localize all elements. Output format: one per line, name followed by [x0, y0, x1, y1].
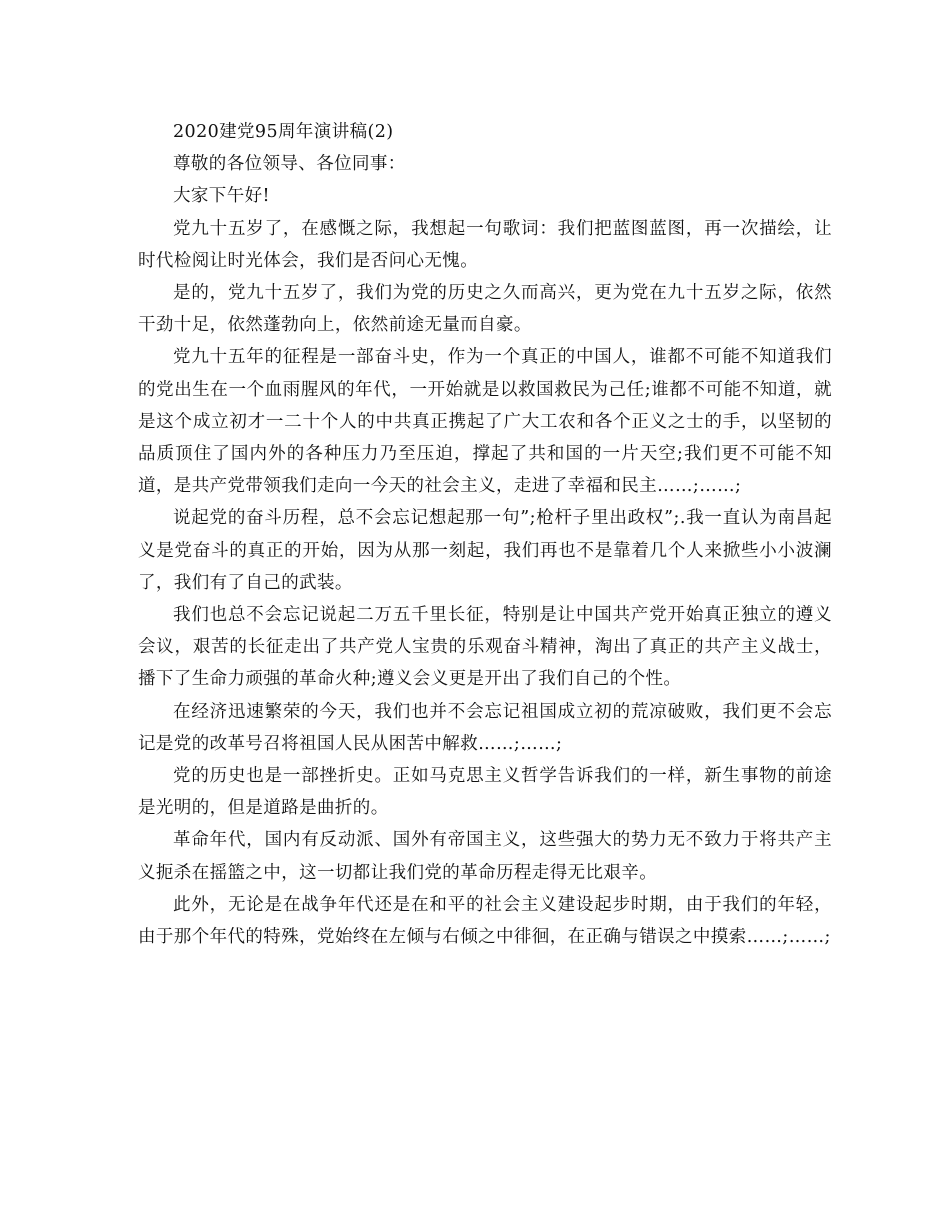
paragraph: 党九十五岁了，在感慨之际，我想起一句歌词：我们把蓝图蓝图，再一次描绘，让时代检阅让时光体会，我们是否问心无愧。: [138, 218, 832, 271]
paragraph: 党的历史也是一部挫折史。正如马克思主义哲学告诉我们的一样，新生事物的前途是光明的，但是道路是曲折的。: [138, 766, 832, 819]
paragraph: 此外，无论是在战争年代还是在和平的社会主义建设起步时期，由于我们的年轻，由于那个年代的特殊，党始终在左倾与右倾之中徘徊，在正确与错误之中摸索……;……;: [138, 894, 832, 948]
paragraph: 是的，党九十五岁了，我们为党的历史之久而高兴，更为党在九十五岁之际，依然干劲十足，依然蓬勃向上，依然前途无量而自豪。: [138, 283, 832, 336]
paragraph: 党九十五年的征程是一部奋斗史，作为一个真正的中国人，谁都不可能不知道我们的党出生在一个血雨腥风的年代，一开始就是以救国救民为己任;谁都不可能不知道，就是这个成立初才一二十个人的中共真正携起了广大工农和各个正义之士的手，以坚韧的品质顶住了国内外的各种压力乃至压迫，撑起了共和国的一片天空;我们更不可能不知道，是共产党带领我们走向一今天的社会主义，走进了幸福和民主……;……;: [138, 347, 832, 497]
greeting: 尊敬的各位领导、各位同事：: [173, 154, 406, 175]
document-title: 2020建党95周年演讲稿(2): [173, 122, 394, 142]
salutation: 大家下午好!: [173, 186, 270, 207]
paragraph: 我们也总不会忘记说起二万五千里长征，特别是让中国共产党开始真正独立的遵义会议，艰苦的长征走出了共产党人宝贵的乐观奋斗精神，淘出了真正的共产主义战士，播下了生命力顽强的革命火种;遵义会义更是开出了我们自己的个性。: [138, 605, 832, 690]
document-body: [138, 116, 832, 953]
paragraph: 革命年代，国内有反动派、国外有帝国主义，这些强大的势力无不致力于将共产主义扼杀在摇篮之中，这一切都让我们党的革命历程走得无比艰辛。: [138, 830, 832, 883]
paragraph: 在经济迅速繁荣的今天，我们也并不会忘记祖国成立初的荒凉破败，我们更不会忘记是党的改革号召将祖国人民从困苦中解救……;……;: [138, 701, 832, 754]
paragraph: 说起党的奋斗历程，总不会忘记想起那一句”;枪杆子里出政权”;.我一直认为南昌起义是党奋斗的真正的开始，因为从那一刻起，我们再也不是靠着几个人来掀些小小波澜了，我们有了自己的武装。: [138, 508, 832, 593]
